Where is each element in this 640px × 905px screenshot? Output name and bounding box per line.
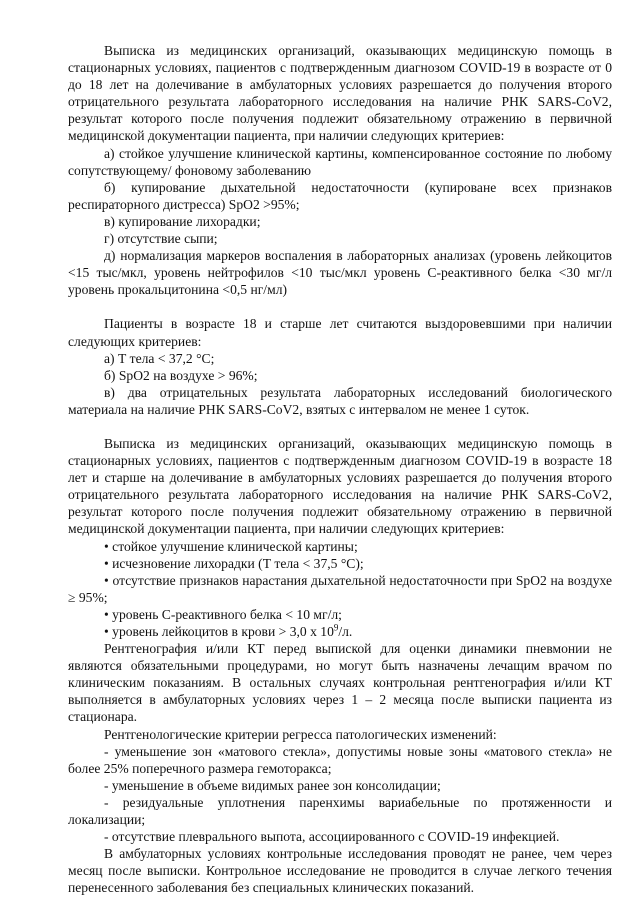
document-page	[68, 42, 612, 897]
xray-criterion-2: - уменьшение в объеме видимых ранее зон консолидации;	[104, 777, 441, 793]
section2-item-a: а) Т тела < 37,2 °С;	[104, 350, 215, 366]
section1-item-b: б) купирование дыхательной недостаточности (купироване всех признаков респираторного дистресса) SpO2 >95%;	[68, 179, 612, 212]
xray-criterion-3: - резидуальные уплотнения паренхимы вариабельные по протяженности и локализации;	[68, 794, 612, 828]
leukocytes-text: • уровень лейкоцитов в крови > 3,0 х 10	[104, 624, 334, 639]
section1-item-a: а) стойкое улучшение клинической картины, компенсированное состояние по любому сопутствующему/ фоновому заболеванию	[68, 145, 612, 178]
xray-criterion-1: - уменьшение зон «матового стекла», допустимы новые зоны «матового стекла» не более 25% поперечного размера гемоторакса;	[68, 743, 612, 776]
section3-intro: Выписка из медицинских организаций, оказывающих медицинскую помощь в стационарных условиях, пациентов с подтвержденным диагнозом COVID-19 в возрасте 18 лет и старше на долечивание в амбулаторных условиях разрешается до получения второго отрицательного результата лабораторного исследования на наличие РНК SARS-CoV2, результат которого после получения подлежит обязательному отражению в первичной медицинской документации пациента, при наличии следующих критериев:	[68, 435, 612, 537]
section3-item-2: • исчезновение лихорадки (Т тела < 37,5 °С);	[104, 555, 364, 571]
section1-intro: Выписка из медицинских организаций, оказывающих медицинскую помощь в стационарных условиях, пациентов с подтвержденным диагнозом COVID-19 в возрасте от 0 до 18 лет на долечивание в амбулаторных условиях разрешается до получения второго отрицательного результата лабораторного исследования на наличие РНК SARS-CoV2, результат которого после получения подлежит обязательному отражению в первичной медицинской документации пациента, при наличии следующих критериев:	[68, 43, 612, 144]
xray-note: Рентгенография и/или КТ перед выпиской для оценки динамики пневмонии не являются обязательными процедурами, но могут быть назначены лечащим врачом по клиническим показаниям. В остальных случаях контрольная рентгенография и/или КТ выполняется в амбулаторных условиях через 1 – 2 месяца после выписки пациента из стационара.	[68, 641, 612, 725]
section3-item-3: • отсутствие признаков нарастания дыхательной недостаточности при SpO2 на воздухе ≥ 95%;	[68, 572, 612, 605]
section3-item-4: • уровень С-реактивного белка < 10 мг/л;	[104, 606, 342, 622]
section2-item-b: б) SpO2 на воздухе > 96%;	[104, 367, 258, 383]
section1-item-c: в) купирование лихорадки;	[104, 213, 261, 229]
spacer	[68, 418, 612, 435]
xray-criteria-title: Рентгенологические критерии регресса патологических изменений:	[104, 726, 497, 742]
section2-item-c: в) два отрицательных результата лабораторных исследований биологического материала на наличие РНК SARS-CoV2, взятых с интервалом не менее 1 суток.	[68, 384, 612, 417]
leukocytes-exponent: 9	[333, 622, 339, 633]
section2-intro: Пациенты в возрасте 18 и старше лет считаются выздоровевшими при наличии следующих критериев:	[68, 316, 612, 349]
section3-item-5	[68, 623, 612, 640]
xray-criterion-4: - отсутствие плеврального выпота, ассоциированного с COVID-19 инфекцией.	[104, 829, 560, 845]
section3-item-1: • стойкое улучшение клинической картины;	[104, 538, 358, 554]
outpatient-note: В амбулаторных условиях контрольные исследования проводят не ранее, чем через месяц после выписки. Контрольное исследование не проводится в случае легкого течения перенесенного заболевания без специальных клинических показаний.	[68, 846, 612, 896]
section1-item-e: д) нормализация маркеров воспаления в лабораторных анализах (уровень лейкоцитов <15 тыс/мкл, уровень нейтрофилов <10 тыс/мкл уровень С-реактивного белка <30 мг/л уровень прокальцитонина <0,5 нг/мл)	[68, 248, 612, 298]
section1-item-d: г) отсутствие сыпи;	[104, 231, 218, 247]
spacer	[68, 298, 612, 315]
leukocytes-unit: /л.	[338, 624, 353, 639]
